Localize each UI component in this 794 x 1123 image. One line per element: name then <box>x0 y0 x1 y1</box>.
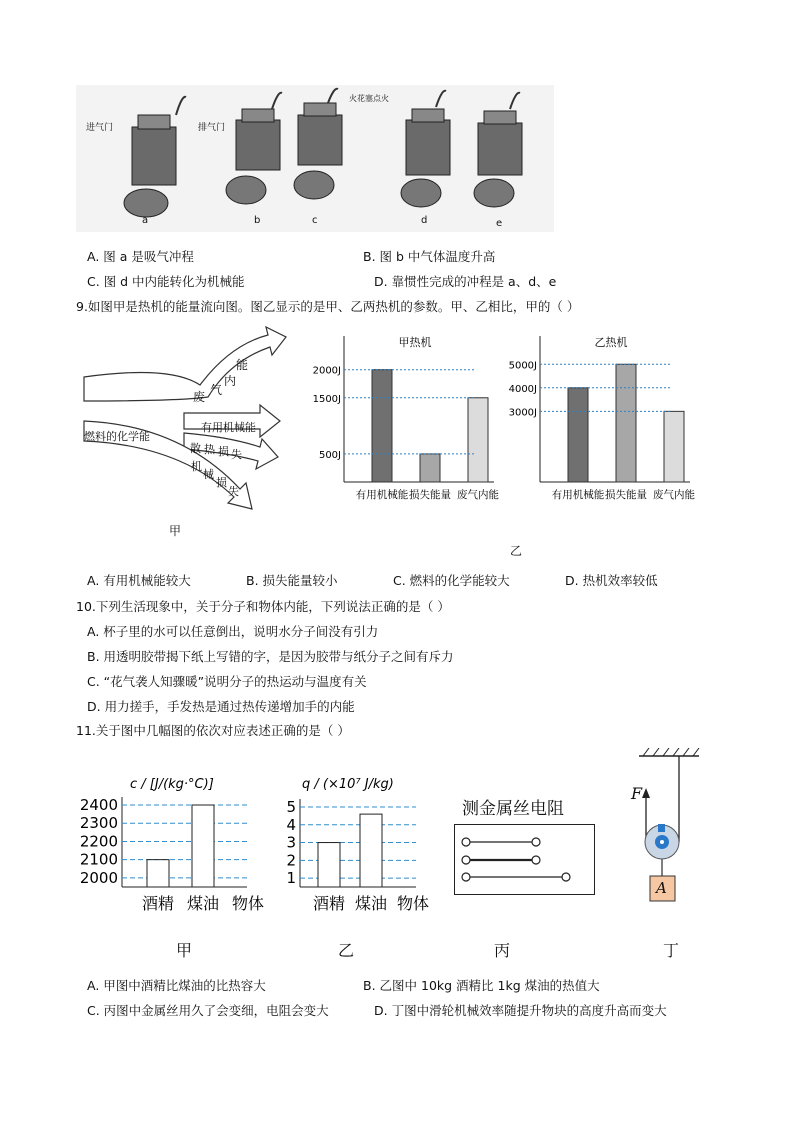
caption-jia: 甲 <box>176 941 193 960</box>
caption-yi: 乙 <box>338 941 355 960</box>
q10-option-a: A. 杯子里的水可以任意倒出，说明水分子间没有引力 <box>87 624 379 639</box>
exhaust-arrow <box>84 327 286 401</box>
heat-chart-category-2: 物体 <box>231 894 265 913</box>
force-label: F <box>631 784 643 803</box>
heat-chart-bar-1 <box>192 805 214 887</box>
fuel-chart-tick-2: 3 <box>286 833 296 852</box>
q8-option-b: B. 图 b 中气体温度升高 <box>363 249 496 264</box>
spark-plug-label: 火花塞点火 <box>349 94 389 103</box>
q8-option-a: A. 图 a 是吸气冲程 <box>87 249 194 264</box>
fuel-chart-bar-1 <box>360 814 382 887</box>
fuel-chart-tick-3: 4 <box>286 815 296 834</box>
exhaust-char-4: 能 <box>236 358 249 372</box>
heat-chart-category-0: 酒精 <box>141 894 175 913</box>
intake-valve-label: 进气门 <box>86 123 114 133</box>
yi-chart-tick-1: 4000J <box>508 383 537 395</box>
q9-option-a: A. 有用机械能较大 <box>87 573 191 588</box>
mech-loss-char-1: 机 <box>191 460 202 473</box>
q8-option-c: C. 图 d 中内能转化为机械能 <box>87 274 245 289</box>
q10-option-c: C. “花气袭人知骤暖”说明分子的热运动与温度有关 <box>87 674 367 689</box>
energy-flow-diagram <box>80 325 300 525</box>
yi-chart-category-2: 废气内能 <box>653 489 695 501</box>
heat-loss-char-1: 散 <box>190 442 201 455</box>
engine-strokes-drawing <box>76 85 554 232</box>
q9-option-b: B. 损失能量较小 <box>246 573 338 588</box>
chart-caption-yi: 乙 <box>510 544 523 558</box>
caption-ding: 丁 <box>663 941 680 960</box>
fuel-chart-tick-1: 2 <box>286 851 296 870</box>
chemical-energy-label: 燃料的化学能 <box>84 430 150 443</box>
mech-loss-char-3: 损 <box>216 476 227 489</box>
jia-chart-tick-1: 1500J <box>312 393 341 405</box>
heat-chart-category-1: 煤油 <box>186 894 220 913</box>
figure-letter-c: c <box>312 215 318 226</box>
exhaust-char-1: 废 <box>193 390 206 404</box>
fuel-chart-y-label: q / (×10⁷ J/kg) <box>302 777 394 792</box>
heat-loss-char-4: 失 <box>231 448 242 461</box>
q10-option-d: D. 用力搓手，手发热是通过热传递增加手的内能 <box>87 699 355 714</box>
q8-option-d: D. 靠惯性完成的冲程是 a、d、e <box>374 274 557 289</box>
q11-option-b: B. 乙图中 10kg 酒精比 1kg 煤油的热值大 <box>363 978 600 993</box>
heat-chart-tick-1: 2100 <box>79 850 118 869</box>
fuel-chart-bar-0 <box>318 843 340 887</box>
chart-engine-jia <box>300 330 510 515</box>
caption-bing: 丙 <box>494 941 511 960</box>
figure-letter-d: d <box>421 215 428 226</box>
jia-chart-category-1: 损失能量 <box>409 489 451 501</box>
jia-chart-title: 甲热机 <box>398 336 432 349</box>
block-label: A <box>656 879 667 897</box>
q11-question: 11.关于图中几幅图的依次对应表述正确的是（ ） <box>76 723 350 738</box>
yi-chart-bar-2 <box>664 411 684 482</box>
chart-specific-heat <box>72 770 287 920</box>
exhaust-char-2: 气 <box>210 383 223 397</box>
diagram-caption-jia: 甲 <box>169 524 182 538</box>
figure-letter-a: a <box>142 215 149 226</box>
q11-option-a: A. 甲图中酒精比煤油的比热容大 <box>87 978 266 993</box>
q9-option-c: C. 燃料的化学能较大 <box>393 573 510 588</box>
figure-letter-e: e <box>496 218 503 229</box>
q10-option-b: B. 用透明胶带揭下纸上写错的字，是因为胶带与纸分子之间有斥力 <box>87 649 454 664</box>
heat-chart-y-label: c / [J/(kg·°C)] <box>130 777 214 792</box>
jia-chart-bar-2 <box>468 398 488 482</box>
exhaust-char-3: 内 <box>224 374 237 388</box>
q9-question: 9.如图甲是热机的能量流向图。图乙显示的是甲、乙两热机的参数。甲、乙相比，甲的（ ） <box>76 299 580 314</box>
yi-chart-category-0: 有用机械能 <box>551 489 605 501</box>
useful-energy-label: 有用机械能 <box>201 421 256 434</box>
jia-chart-tick-2: 500J <box>318 449 341 461</box>
fuel-chart-category-1: 煤油 <box>354 894 388 913</box>
q10-question: 10.下列生活现象中，关于分子和物体内能，下列说法正确的是（ ） <box>76 599 450 614</box>
chart-engine-yi <box>496 330 701 515</box>
q11-option-c: C. 丙图中金属丝用久了会变细，电阻会变大 <box>87 1003 329 1018</box>
heat-loss-char-2: 热 <box>204 443 215 456</box>
yi-chart-title: 乙热机 <box>594 336 628 349</box>
chart-heat-value <box>278 770 453 920</box>
engine-a-body <box>132 127 176 185</box>
jia-chart-tick-0: 2000J <box>312 365 341 377</box>
heat-chart-tick-2: 2200 <box>79 832 118 851</box>
engine-strokes-figure <box>76 85 554 232</box>
jia-chart-category-2: 废气内能 <box>457 489 499 501</box>
fuel-chart-tick-0: 1 <box>286 869 296 888</box>
figure-letter-b: b <box>254 215 261 226</box>
mech-loss-char-4: 失 <box>228 485 239 498</box>
fuel-chart-category-0: 酒精 <box>312 894 346 913</box>
fuel-chart-tick-4: 5 <box>286 798 296 816</box>
jia-chart-bar-0 <box>372 370 392 482</box>
heat-chart-tick-4: 2400 <box>79 796 118 814</box>
q9-option-d: D. 热机效率较低 <box>565 573 658 588</box>
jia-chart-bar-1 <box>420 454 440 482</box>
mech-loss-char-2: 械 <box>203 468 214 481</box>
fuel-chart-category-2: 物体 <box>396 894 430 913</box>
yi-chart-bar-1 <box>616 364 636 482</box>
heat-chart-tick-3: 2300 <box>79 814 118 833</box>
wire-board <box>454 824 596 896</box>
wire-board-title: 测金属丝电阻 <box>462 799 564 819</box>
yi-chart-tick-0: 5000J <box>508 360 537 372</box>
yi-chart-tick-2: 3000J <box>508 407 537 419</box>
yi-chart-bar-0 <box>568 388 588 482</box>
q11-option-d: D. 丁图中滑轮机械效率随提升物块的高度升高而变大 <box>374 1003 667 1018</box>
exhaust-valve-label: 排气门 <box>198 123 226 133</box>
heat-chart-bar-0 <box>147 860 169 887</box>
heat-chart-tick-0: 2000 <box>79 868 118 887</box>
jia-chart-category-0: 有用机械能 <box>355 489 409 501</box>
yi-chart-category-1: 损失能量 <box>605 489 647 501</box>
heat-loss-char-3: 损 <box>218 445 229 458</box>
